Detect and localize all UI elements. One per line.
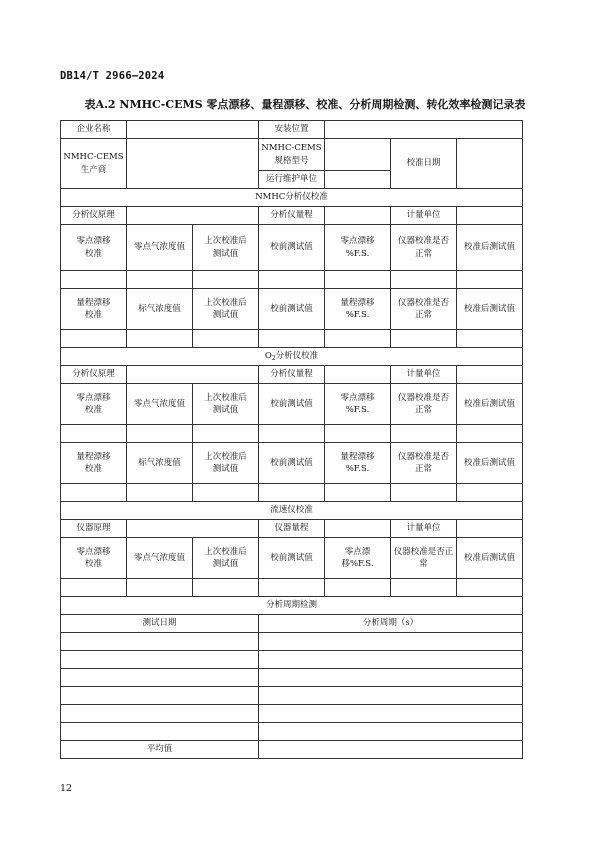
o2-zero-fs-header: 零点漂移 %F.S.	[325, 384, 391, 425]
flow-zero-gas-header: 零点气浓度值	[127, 538, 193, 579]
blank-cell[interactable]	[457, 425, 523, 443]
blank-cell[interactable]	[193, 271, 259, 289]
section-period-title: 分析周期检测	[61, 597, 523, 615]
nmhc-zero-normal-header: 仪器校准是否 正常	[391, 225, 457, 271]
flow-zero-normal-header: 仪器校准是否正 常	[391, 538, 457, 579]
label-manufacturer: NMHC-CEMS 生产商	[61, 139, 127, 189]
blank-cell[interactable]	[457, 271, 523, 289]
o2-span-data-row	[61, 484, 523, 502]
nmhc-zero-drift-header: 零点漂移 校准	[61, 225, 127, 271]
nmhc-span-post-header: 校准后测试值	[457, 289, 523, 330]
label-model: NMHC-CEMS 规格型号	[259, 139, 325, 171]
blank-cell[interactable]	[193, 330, 259, 348]
o2-zero-gas-header: 零点气浓度值	[127, 384, 193, 425]
o2-span-last-header: 上次校准后 测试值	[193, 443, 259, 484]
period-row	[61, 687, 523, 705]
blank-cell[interactable]	[61, 271, 127, 289]
value-calib-date[interactable]	[457, 139, 523, 189]
blank-cell[interactable]	[61, 669, 259, 687]
value-flow-principle[interactable]	[127, 520, 259, 538]
o2-span-fs-header: 量程漂移 %F.S.	[325, 443, 391, 484]
blank-cell[interactable]	[391, 579, 457, 597]
label-enterprise-name: 企业名称	[61, 121, 127, 139]
nmhc-zero-pre-header: 校前测试值	[259, 225, 325, 271]
o2-zero-drift-header: 零点漂移 校准	[61, 384, 127, 425]
blank-cell[interactable]	[61, 484, 127, 502]
value-flow-unit[interactable]	[457, 520, 523, 538]
period-row	[61, 651, 523, 669]
blank-cell[interactable]	[127, 484, 193, 502]
blank-cell[interactable]	[457, 579, 523, 597]
blank-cell[interactable]	[61, 425, 127, 443]
record-table	[60, 120, 523, 759]
blank-cell[interactable]	[259, 484, 325, 502]
o2-span-pre-header: 校前测试值	[259, 443, 325, 484]
blank-cell[interactable]	[325, 330, 391, 348]
nmhc-span-pre-header: 校前测试值	[259, 289, 325, 330]
o2-zero-last-header: 上次校准后 测试值	[193, 384, 259, 425]
flow-zero-drift-header: 零点漂移 校准	[61, 538, 127, 579]
blank-cell[interactable]	[325, 271, 391, 289]
blank-cell[interactable]	[61, 687, 259, 705]
blank-cell[interactable]	[259, 633, 523, 651]
blank-cell[interactable]	[259, 705, 523, 723]
value-enterprise-name[interactable]	[127, 121, 259, 139]
label-flow-unit: 计量单位	[391, 520, 457, 538]
blank-cell[interactable]	[391, 330, 457, 348]
blank-cell[interactable]	[457, 330, 523, 348]
value-nmhc-principle[interactable]	[127, 207, 259, 225]
blank-cell[interactable]	[259, 669, 523, 687]
period-row	[61, 705, 523, 723]
label-nmhc-unit: 计量单位	[391, 207, 457, 225]
label-o2-unit: 计量单位	[391, 366, 457, 384]
blank-cell[interactable]	[325, 484, 391, 502]
blank-cell[interactable]	[391, 271, 457, 289]
nmhc-span-last-header: 上次校准后 测试值	[193, 289, 259, 330]
flow-zero-pre-header: 校前测试值	[259, 538, 325, 579]
label-install-location: 安装位置	[259, 121, 325, 139]
flow-zero-fs-header: 零点漂 移%F.S.	[325, 538, 391, 579]
blank-cell[interactable]	[127, 579, 193, 597]
blank-cell[interactable]	[259, 425, 325, 443]
o2-span-post-header: 校准后测试值	[457, 443, 523, 484]
nmhc-span-fs-header: 量程漂移 %F.S.	[325, 289, 391, 330]
blank-cell[interactable]	[325, 425, 391, 443]
blank-cell[interactable]	[259, 723, 523, 741]
label-calib-date: 校准日期	[391, 139, 457, 189]
value-o2-range[interactable]	[325, 366, 391, 384]
o2-zero-post-header: 校准后测试值	[457, 384, 523, 425]
value-manufacturer[interactable]	[127, 139, 259, 189]
blank-cell[interactable]	[259, 330, 325, 348]
o2-zero-pre-header: 校前测试值	[259, 384, 325, 425]
blank-cell[interactable]	[61, 633, 259, 651]
label-flow-range: 仪器量程	[259, 520, 325, 538]
blank-cell[interactable]	[127, 425, 193, 443]
blank-cell[interactable]	[325, 579, 391, 597]
blank-cell[interactable]	[193, 579, 259, 597]
section-o2-title: $O_2$分析仪校准	[61, 348, 523, 366]
value-flow-range[interactable]	[325, 520, 391, 538]
blank-cell[interactable]	[259, 687, 523, 705]
blank-cell[interactable]	[61, 723, 259, 741]
label-o2-principle: 分析仪原理	[61, 366, 127, 384]
page-number: 12	[60, 783, 73, 794]
label-flow-principle: 仪器原理	[61, 520, 127, 538]
nmhc-zero-post-header: 校准后测试值	[457, 225, 523, 271]
value-maintenance-unit[interactable]	[325, 171, 391, 189]
period-row	[61, 669, 523, 687]
label-nmhc-range: 分析仪量程	[259, 207, 325, 225]
label-nmhc-principle: 分析仪原理	[61, 207, 127, 225]
period-row	[61, 633, 523, 651]
value-nmhc-unit[interactable]	[457, 207, 523, 225]
nmhc-zero-fs-header: 零点漂移 %F.S.	[325, 225, 391, 271]
blank-cell[interactable]	[391, 425, 457, 443]
period-average-label: 平均值	[61, 741, 259, 759]
value-nmhc-range[interactable]	[325, 207, 391, 225]
blank-cell[interactable]	[193, 484, 259, 502]
blank-cell[interactable]	[391, 484, 457, 502]
blank-cell[interactable]	[61, 651, 259, 669]
blank-cell[interactable]	[457, 484, 523, 502]
nmhc-zero-last-header: 上次校准后 测试值	[193, 225, 259, 271]
value-o2-principle[interactable]	[127, 366, 259, 384]
blank-cell[interactable]	[61, 330, 127, 348]
blank-cell[interactable]	[61, 705, 259, 723]
label-o2-range: 分析仪量程	[259, 366, 325, 384]
value-install-location[interactable]	[325, 121, 523, 139]
blank-cell[interactable]	[61, 579, 127, 597]
document-id: DB14/T 2966—2024	[60, 70, 165, 82]
blank-cell[interactable]	[259, 651, 523, 669]
o2-span-drift-header: 量程漂移 校准	[61, 443, 127, 484]
period-value-header: 分析周期（s）	[259, 615, 523, 633]
blank-cell[interactable]	[193, 425, 259, 443]
blank-cell[interactable]	[259, 271, 325, 289]
value-model[interactable]	[325, 139, 391, 171]
o2-span-gas-header: 标气浓度值	[127, 443, 193, 484]
blank-cell[interactable]	[127, 271, 193, 289]
flow-zero-data-row	[61, 579, 523, 597]
period-average-value[interactable]	[259, 741, 523, 759]
period-row	[61, 723, 523, 741]
section-nmhc-title: NMHC分析仪校准	[61, 189, 523, 207]
o2-span-normal-header: 仪器校准是否 正常	[391, 443, 457, 484]
nmhc-zero-gas-header: 零点气浓度值	[127, 225, 193, 271]
blank-cell[interactable]	[259, 579, 325, 597]
blank-cell[interactable]	[127, 330, 193, 348]
nmhc-span-normal-header: 仪器校准是否 正常	[391, 289, 457, 330]
nmhc-span-drift-header: 量程漂移 校准	[61, 289, 127, 330]
nmhc-span-data-row	[61, 330, 523, 348]
nmhc-span-gas-header: 标气浓度值	[127, 289, 193, 330]
value-o2-unit[interactable]	[457, 366, 523, 384]
table-title: 表A.2 NMHC-CEMS 零点漂移、量程漂移、校准、分析周期检测、转化效率检测记录表	[84, 98, 526, 111]
o2-zero-normal-header: 仪器校准是否 正常	[391, 384, 457, 425]
o2-zero-data-row	[61, 425, 523, 443]
section-flow-title: 流速仪校准	[61, 502, 523, 520]
period-date-header: 测试日期	[61, 615, 259, 633]
label-maintenance-unit: 运行维护单位	[259, 171, 325, 189]
nmhc-zero-data-row	[61, 271, 523, 289]
flow-zero-last-header: 上次校准后 测试值	[193, 538, 259, 579]
flow-zero-post-header: 校准后测试值	[457, 538, 523, 579]
